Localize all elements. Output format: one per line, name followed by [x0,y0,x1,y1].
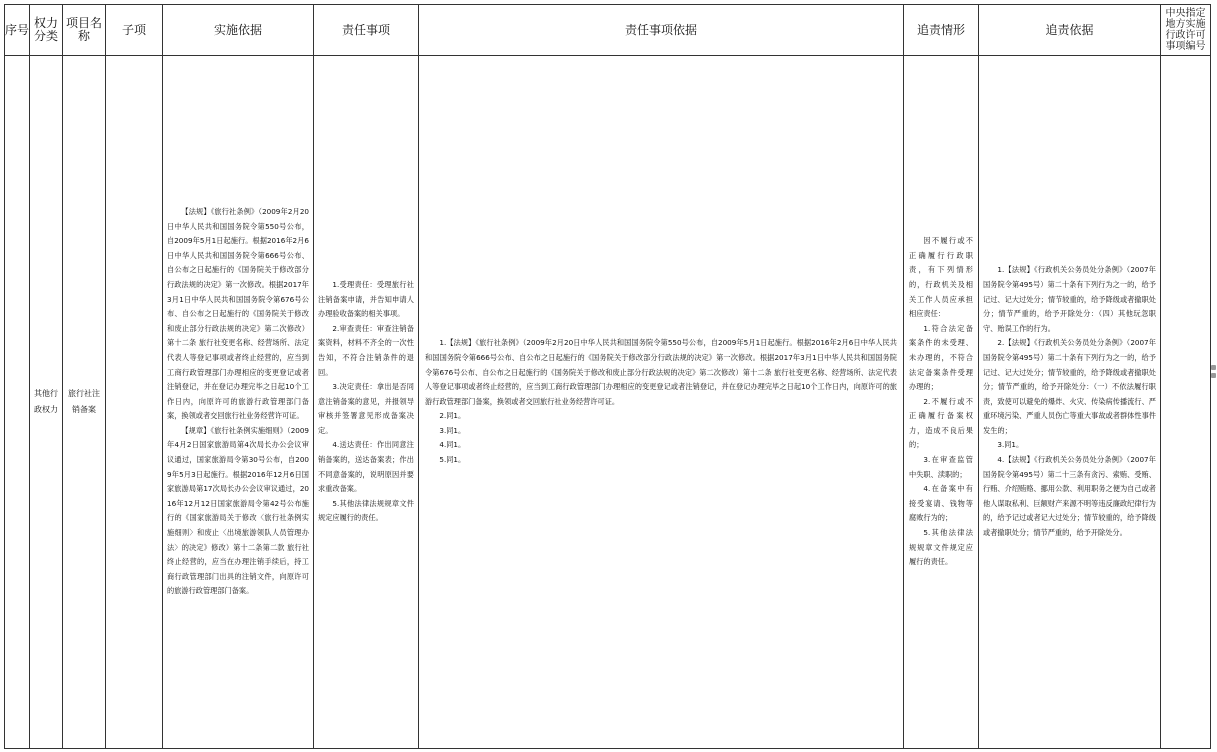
resp-basis-item: 1.【法规】《旅行社条例》（2009年2月20日中华人民共和国国务院令第550号公布，自2009年5月1日起施行。根据2016年2月6日中华人民共和国国务院令第666号公布、自公布之日起施行的《国务院关于修改部分行政法规的决定》第一次修改。根据2017年3月1日中华人民共和国国务院令第676号公布、自公布之日起施行的《国务院关于修改和废止部分行政法规的决定》第二次修改）第十二条 旅行社变更名称、经营场所、法定代表人等登记事项或者终止经营的，应当到工商行政管理部门办理相应的变更登记或者注销登记，并在登记办理完毕之日起10个工作日内，向原许可的旅游行政管理部门备案，换领或者交回旅行社业务经营许可证。 [425,338,897,406]
cell-item-name: 旅行社注销备案 [63,56,106,749]
cell-impl-basis [163,56,314,749]
responsibility-item: 1.受理责任：受理旅行社注销备案申请，并告知申请人办理验收备案的相关事项。 [318,279,414,319]
cell-seq [5,56,30,749]
impl-basis-paragraph: 【规章】《旅行社条例实施细则》（2009年4月2日国家旅游局第4次局长办公会议审议通过，国家旅游局令第30号公布，自2009年5月3日起施行。根据2016年12月6日国家旅游局第17次局长办公会议审议通过，2016年12月12日国家旅游局令第42号公布施行的《国家旅游局关于修改〈旅行社条例实施细则〉和废止〈出境旅游领队人员管理办法〉的决定》修改）第十二条第二款 旅行社终止经营的，应当在办理注销手续后，持工商行政管理部门出具的注销文件，向原许可的旅游行政管理部门备案。 [167,425,309,596]
resp-basis-item: 2.同1。 [439,411,466,421]
resp-basis-item: 4.同1。 [439,440,466,450]
header-row [5,5,1211,56]
scroll-grip-dot [1211,373,1216,378]
header-impl-basis: 实施依据 [163,5,314,56]
resp-basis-item: 3.同1。 [439,425,466,435]
table-row [5,56,1211,749]
accountability-item: 因不履行或不正确履行行政职责，有下列情形的，行政机关及相关工作人员应承担相应责任： [909,236,973,319]
header-power-type: 权力分类 [30,5,63,56]
cell-acc-basis [979,56,1161,749]
cell-responsibility [314,56,419,749]
cell-accountability [904,56,979,749]
accountability-item: 5.其他法律法规规章文件规定应履行的责任。 [909,528,973,567]
cell-sub-item [106,56,163,749]
acc-basis-item: 2.【法规】《行政机关公务员处分条例》（2007年国务院令第495号）第二十条有下列行为之一的，给予记过、记大过处分；情节较重的，给予降级或者撤职处分；情节严重的，给予开除处分：（一）不依法履行职责，致使可以避免的爆炸、火灾、传染病传播流行、严重环境污染、严重人员伤亡等重大事故或者群体性事件发生的； [983,338,1156,435]
accountability-item: 2.不履行或不正确履行备案权力，造成不良后果的； [909,396,973,450]
header-acc-basis: 追责依据 [979,5,1161,56]
power-list-table [4,4,1211,749]
responsibility-item: 2.审查责任：审查注销备案资料，材料不齐全的一次性告知，不符合注销条件的退回。 [318,323,414,377]
accountability-item: 1.符合法定备案条件的未受理、未办理的，不符合法定备案条件受理办理的； [909,323,973,392]
cell-resp-basis [419,56,904,749]
header-seq: 序号 [5,5,30,56]
header-central-code: 中央指定地方实施行政许可事项编号 [1161,5,1211,56]
header-resp-basis: 责任事项依据 [419,5,904,56]
header-sub-item: 子项 [106,5,163,56]
resp-basis-item: 5.同1。 [439,455,466,465]
cell-power-type: 其他行政权力 [30,56,63,749]
responsibility-item: 3.决定责任：拿出是否同意注销备案的意见，并报领导审核并签署意见形成备案决定。 [318,382,414,435]
acc-basis-item: 3.同1。 [997,440,1024,450]
scroll-handle[interactable] [1210,362,1217,388]
accountability-item: 3.在审查监管中失职、渎职的； [909,455,973,479]
impl-basis-paragraph: 【法规】《旅行社条例》（2009年2月20日中华人民共和国国务院令第550号公布，自2009年5月1日起施行。根据2016年2月6日中华人民共和国国务院令第666号公布、自公布之日起施行的《国务院关于修改部分行政法规的决定》第一次修改。根据2017年3月1日中华人民共和国国务院令第676号公布、自公布之日起施行的《国务院关于修改和废止部分行政法规的决定》第二次修改）第十二条 旅行社变更名称、经营场所、法定代表人等登记事项或者终止经营的，应当到工商行政管理部门办理相应的变更登记或者注销登记，并在登记办理完毕之日起10个工作日内，向原许可的旅游行政管理部门备案，换领或者交回旅行社业务经营许可证。 [167,206,309,421]
acc-basis-item: 1.【法规】《行政机关公务员处分条例》（2007年国务院令第495号）第二十条有下列行为之一的，给予记过、记大过处分；情节较重的，给予降级或者撤职处分；情节严重的，给予开除处分：（四）其他玩忽职守、贻误工作的行为。 [983,265,1156,333]
header-accountability: 追责情形 [904,5,979,56]
responsibility-item: 5.其他法律法规规章文件规定应履行的责任。 [318,498,414,523]
accountability-item: 4.在备案中有接受宴请、钱物等腐败行为的； [909,484,973,523]
header-item-name: 项目名称 [63,5,106,56]
responsibility-item: 4.送达责任：作出同意注销备案的，送达备案表；作出不同意备案的，说明原因并要求重改备案。 [318,440,414,494]
acc-basis-item: 4.【法规】《行政机关公务员处分条例》（2007年国务院令第495号）第二十三条有贪污、索贿、受贿、行贿、介绍贿赂、挪用公款、利用职务之便为自己或者他人谋取私利、巨额财产来源不明等违反廉政纪律行为的，给予记过或者记大过处分；情节较重的，给予降级或者撤职处分；情节严重的，给予开除处分。 [983,455,1156,538]
scroll-grip-dot [1211,365,1216,370]
cell-central-code [1161,56,1211,749]
header-responsibility: 责任事项 [314,5,419,56]
